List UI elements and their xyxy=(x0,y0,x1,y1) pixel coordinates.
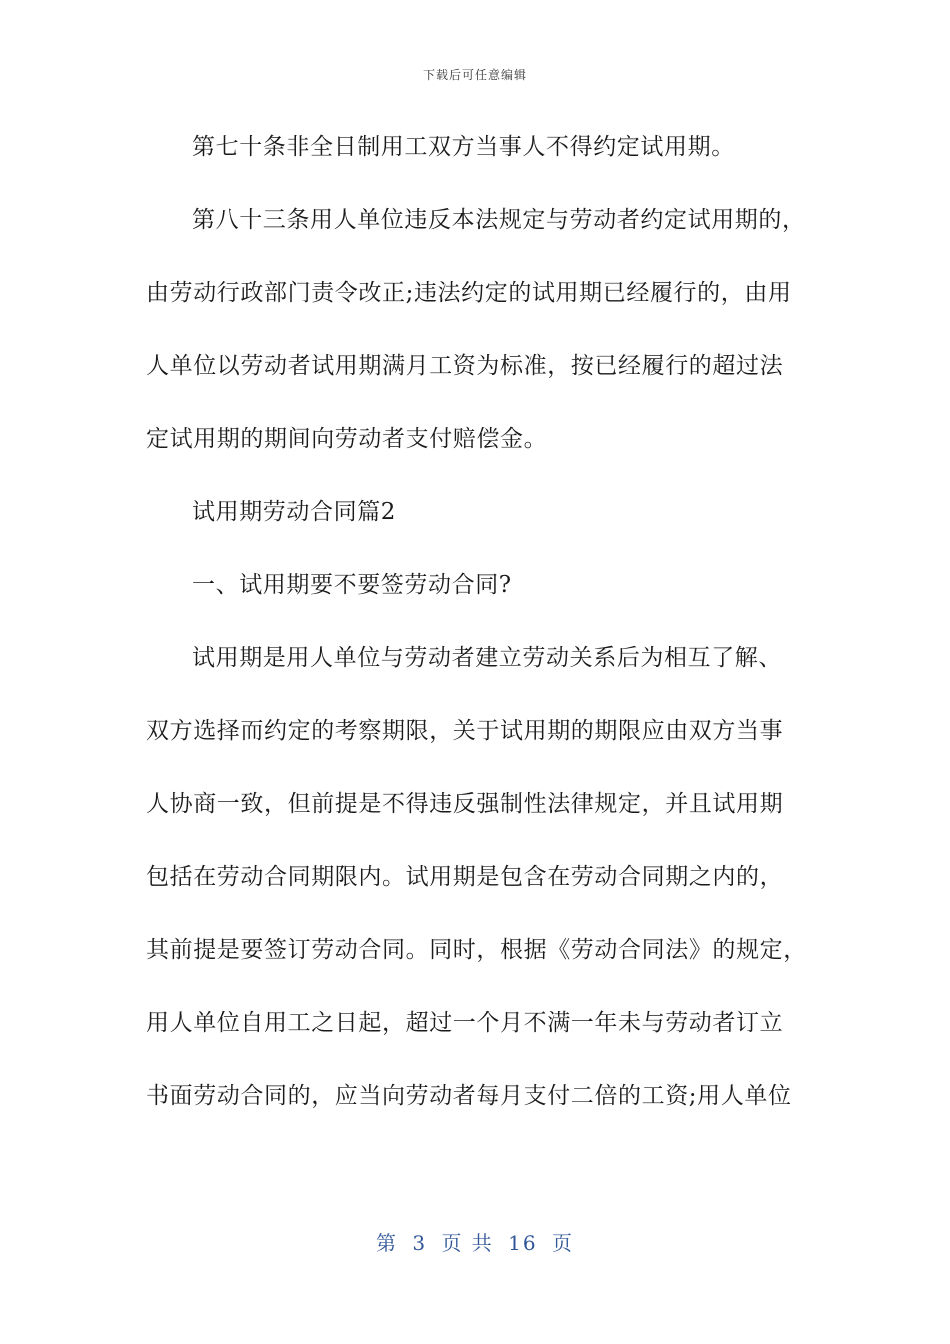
footer-suffix: 页 xyxy=(551,1231,574,1255)
text-line: 定试用期的期间向劳动者支付赔偿金。 xyxy=(146,426,548,452)
current-page-number: 3 xyxy=(412,1231,428,1255)
footer-prefix: 第 xyxy=(376,1231,398,1255)
page-header-note: 下载后可任意编辑 xyxy=(422,68,527,82)
text-line: 由劳动行政部门责令改正;违法约定的试用期已经履行的，由用 xyxy=(146,280,792,306)
text-line: 包括在劳动合同期限内。试用期是包含在劳动合同期之内的， xyxy=(146,864,784,890)
text-line: 双方选择而约定的考察期限，关于试用期的期限应由双方当事 xyxy=(146,718,784,744)
text-line: 书面劳动合同的，应当向劳动者每月支付二倍的工资;用人单位 xyxy=(146,1083,792,1109)
total-page-count: 16 xyxy=(508,1231,538,1255)
section-heading: 试用期劳动合同篇2 xyxy=(192,499,397,525)
footer-middle: 页 共 xyxy=(441,1231,494,1255)
document-body xyxy=(146,124,810,1146)
text-line: 人协商一致，但前提是不得违反强制性法律规定，并且试用期 xyxy=(146,791,784,817)
subsection-heading: 一、试用期要不要签劳动合同? xyxy=(192,572,512,598)
text-line: 用人单位自用工之日起，超过一个月不满一年未与劳动者订立 xyxy=(146,1010,784,1036)
text-line: 人单位以劳动者试用期满月工资为标准，按已经履行的超过法 xyxy=(146,353,784,379)
page-number-footer xyxy=(0,1227,950,1256)
text-line: 其前提是要签订劳动合同。同时，根据《劳动合同法》的规定， xyxy=(146,937,807,963)
text-line: 第七十条非全日制用工双方当事人不得约定试用期。 xyxy=(192,134,735,160)
text-line: 试用期是用人单位与劳动者建立劳动关系后为相互了解、 xyxy=(192,645,782,671)
text-line: 第八十三条用人单位违反本法规定与劳动者约定试用期的， xyxy=(192,207,806,233)
